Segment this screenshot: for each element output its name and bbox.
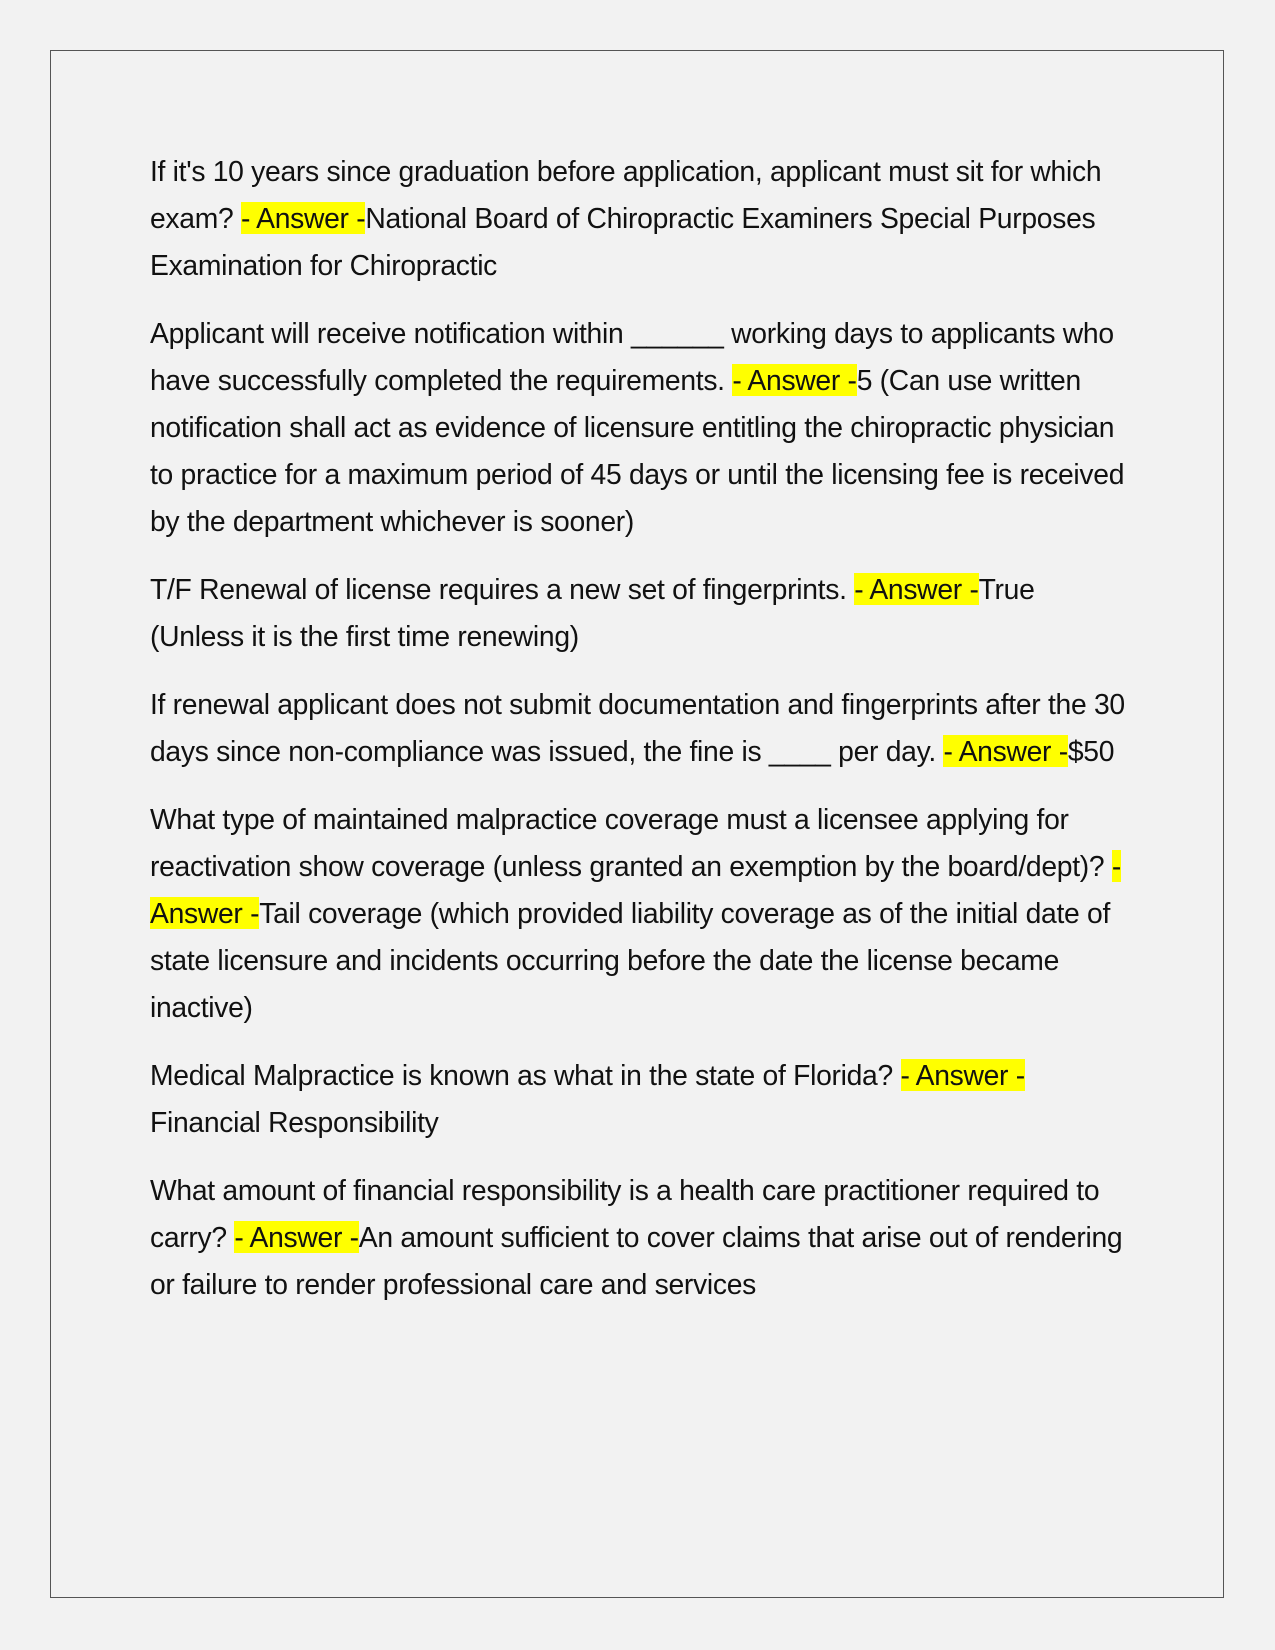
answer-text: National Board of Chiropractic Examiners Special Purposes Examination for Chiropractic (150, 202, 1096, 281)
answer-text: An amount sufficient to cover claims that arise out of rendering or failure to render professional care and services (150, 1221, 1123, 1300)
answer-text: 5 (Can use written notification shall act as evidence of licensure entitling the chiropractic physician to practice for a maximum period of 45 days or until the licensing fee is received by the department whichever is sooner) (150, 364, 1125, 537)
qa-item (150, 1052, 1135, 1146)
answer-marker: - Answer - (241, 202, 366, 234)
qa-item (150, 1167, 1135, 1308)
question-text: If renewal applicant does not submit documentation and fingerprints after the 30 days since non-compliance was issued, the fine is ____ per day. (150, 688, 1125, 767)
qa-item (150, 796, 1135, 1031)
qa-item (150, 310, 1135, 545)
answer-marker: - Answer - (900, 1059, 1025, 1091)
question-text: Medical Malpractice is known as what in the state of Florida? (150, 1059, 901, 1091)
qa-item (150, 681, 1135, 775)
qa-item (150, 148, 1135, 289)
answer-text: True (Unless it is the first time renewing) (150, 573, 1035, 652)
question-text: What amount of financial responsibility is a health care practitioner required to carry? (150, 1174, 1100, 1253)
question-text: If it's 10 years since graduation before application, applicant must sit for which exam? (150, 155, 1102, 234)
answer-text: Tail coverage (which provided liability coverage as of the initial date of state licensure and incidents occurring before the date the license became inactive) (150, 897, 1111, 1023)
answer-text: $50 (1067, 735, 1115, 767)
answer-marker: - Answer - (854, 573, 979, 605)
question-text: Applicant will receive notification within ______ working days to applicants who have successfully completed the requirements. (150, 317, 1114, 396)
question-text: What type of maintained malpractice coverage must a licensee applying for reactivation show coverage (unless granted an exemption by the board/dept)? (150, 803, 1112, 882)
question-text: T/F Renewal of license requires a new set of fingerprints. (150, 573, 855, 605)
document-body (150, 148, 1135, 1329)
answer-marker: - Answer - (943, 735, 1068, 767)
qa-item (150, 566, 1135, 660)
answer-marker: - Answer - (234, 1221, 359, 1253)
answer-marker: - Answer - (150, 850, 1122, 929)
answer-marker: - Answer - (732, 364, 857, 396)
answer-text: Financial Responsibility (150, 1106, 439, 1138)
